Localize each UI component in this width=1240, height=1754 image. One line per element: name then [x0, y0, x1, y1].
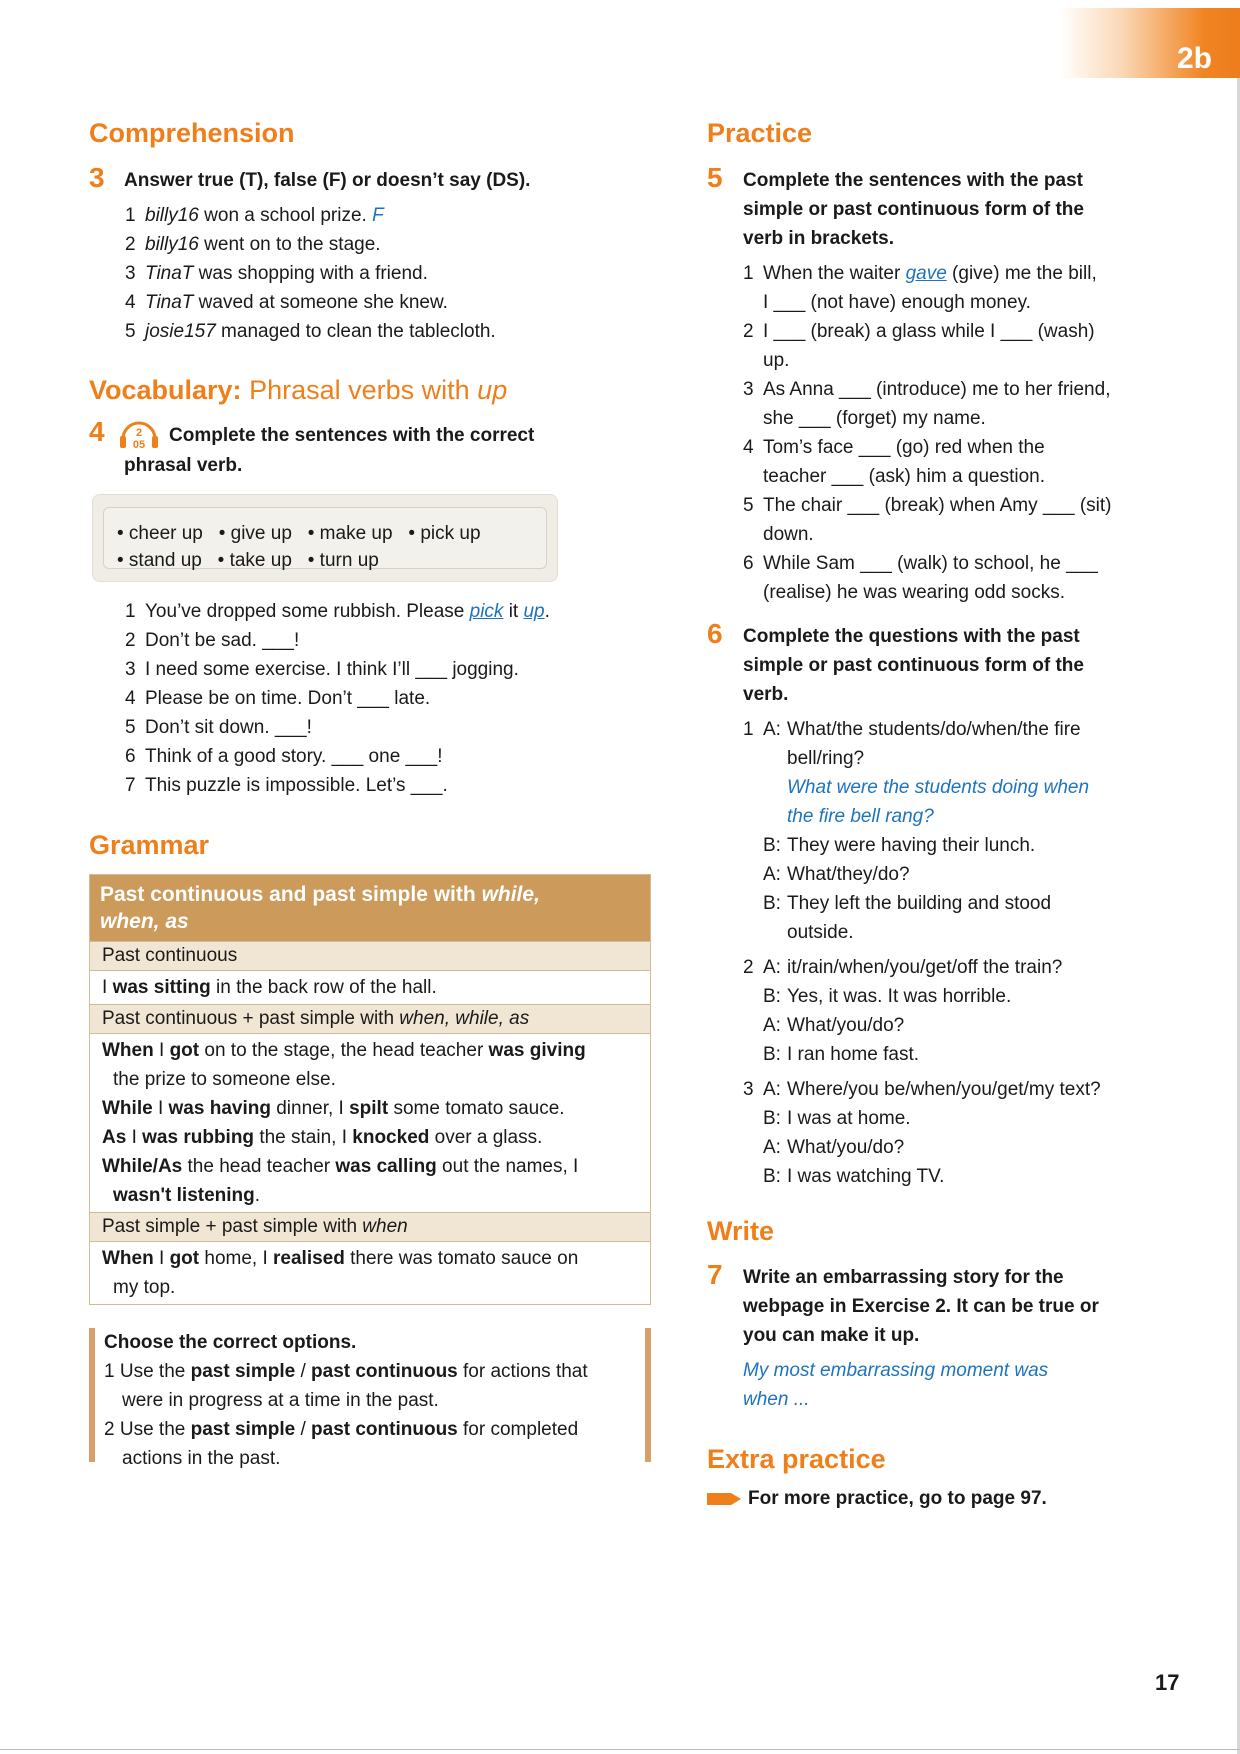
grammar-examples: When I got on to the stage, the head teacher was giving the prize to someone else. While I was having dinner, I spilt some tomato sauce. As I was rubbing the stain, I knocked over a glass. While/As the head teacher was calling out the names, I wasn't listening.: [102, 1040, 586, 1206]
exercise-6-line: A: What/they/do?: [763, 864, 910, 885]
grammar-table-title: Past continuous and past simple with while, when, as: [90, 875, 650, 941]
exercise-5-line: 2 I ___ (break) a glass while I ___ (wash): [743, 321, 1095, 342]
exercise-4-item: 2 Don’t be sad. ___!: [125, 630, 300, 651]
vocabulary-heading: Vocabulary: Phrasal verbs with up: [89, 375, 508, 405]
answer: gave: [905, 263, 947, 284]
exercise-7-instruction: Write an embarrassing story for the webpage in Exercise 2. It can be true or you can make it up.: [743, 1267, 1099, 1346]
audio-track-sub: 05: [132, 439, 146, 451]
exercise-7-example: My most embarrassing moment was when ...: [743, 1360, 1049, 1410]
exercise-3-item: 2 billy16 went on to the stage.: [125, 234, 381, 255]
grammar-subheading: Past simple + past simple with when: [90, 1212, 650, 1242]
extra-practice-heading: Extra practice: [707, 1444, 886, 1474]
unit-tab-label: 2b: [1176, 42, 1212, 75]
audio-track-icon[interactable]: [118, 415, 160, 451]
write-heading: Write: [707, 1216, 775, 1246]
grammar-heading: Grammar: [89, 830, 210, 860]
grammar-subheading: Past continuous: [90, 941, 650, 971]
exercise-5-line: 1 When the waiter gave (give) me the bill,: [743, 263, 1097, 284]
exercise-3-item: 4 TinaT waved at someone she knew.: [125, 292, 448, 313]
exercise-5-line: (realise) he was wearing odd socks.: [763, 582, 1066, 603]
word-box-row-2: • stand up • take up • turn up: [117, 550, 379, 571]
answer: F: [372, 205, 384, 226]
exercise-3-item: 1 billy16 won a school prize. F: [125, 205, 384, 226]
exercise-6-line: B: I was at home.: [763, 1108, 911, 1129]
exercise-6-line: B: I was watching TV.: [763, 1166, 945, 1187]
grammar-rule: 2 Use the past simple / past continuous for completed: [104, 1419, 579, 1440]
answer: What were the students doing when: [787, 777, 1090, 798]
grammar-rules-title: Choose the correct options.: [104, 1332, 357, 1353]
exercise-6-line: 1 A: What/the students/do/when/the fire: [743, 719, 1081, 740]
page-number: 17: [1155, 1670, 1180, 1695]
exercise-5-line: 5 The chair ___ (break) when Amy ___ (sit): [743, 495, 1112, 516]
grammar-example: I was sitting in the back row of the hall.: [102, 977, 437, 998]
exercise-3-instruction: Answer true (T), false (F) or doesn’t say (DS).: [124, 170, 531, 191]
exercise-6-line: bell/ring?: [787, 748, 865, 769]
word-box-row-1: • cheer up • give up • make up • pick up: [117, 523, 481, 544]
exercise-5-line: 4 Tom’s face ___ (go) red when the: [743, 437, 1045, 458]
answer: pick: [469, 601, 504, 622]
exercise-5-line: 6 While Sam ___ (walk) to school, he ___: [743, 553, 1098, 574]
exercise-6-line: B: They left the building and stood: [763, 893, 1052, 914]
exercise-4-item: 5 Don’t sit down. ___!: [125, 717, 312, 738]
exercise-4-number: 4: [89, 416, 105, 447]
grammar-rule-cont: were in progress at a time in the past.: [122, 1390, 439, 1411]
answer: up: [523, 601, 545, 622]
exercise-6-line: A: What/you/do?: [763, 1137, 905, 1158]
extra-practice-link[interactable]: For more practice, go to page 97.: [748, 1488, 1047, 1509]
exercise-6-line: outside.: [787, 922, 854, 943]
exercise-4-instruction-line2: phrasal verb.: [124, 455, 243, 476]
practice-heading: Practice: [707, 118, 813, 148]
grammar-rule-cont: actions in the past.: [122, 1448, 281, 1469]
page-bottom-rule: [0, 1749, 1240, 1750]
exercise-3-number: 3: [89, 162, 105, 193]
exercise-5-line: teacher ___ (ask) him a question.: [763, 466, 1045, 487]
exercise-5-line: she ___ (forget) my name.: [763, 408, 986, 429]
exercise-5-number: 5: [707, 162, 723, 193]
word-box: [92, 494, 558, 582]
exercise-6-line: A: What/you/do?: [763, 1015, 905, 1036]
grammar-table: [89, 874, 651, 1305]
exercise-5-instruction: Complete the sentences with the past simple or past continuous form of the verb in brackets.: [743, 170, 1084, 249]
exercise-3-item: 3 TinaT was shopping with a friend.: [125, 263, 428, 284]
exercise-6-instruction: Complete the questions with the past simple or past continuous form of the verb.: [743, 626, 1084, 705]
exercise-6-line: 2 A: it/rain/when/you/get/off the train?: [743, 957, 1063, 978]
exercise-5-line: up.: [763, 350, 790, 371]
unit-tab: [1060, 8, 1240, 78]
exercise-4-instruction-line1: Complete the sentences with the correct: [169, 425, 535, 446]
exercise-7-number: 7: [707, 1259, 723, 1290]
exercise-6-line: B: Yes, it was. It was horrible.: [763, 986, 1012, 1007]
exercise-5-line: 3 As Anna ___ (introduce) me to her friend,: [743, 379, 1111, 400]
exercise-3-item: 5 josie157 managed to clean the tablecloth.: [125, 321, 496, 342]
exercise-4-item: 1 You’ve dropped some rubbish. Please pick it up.: [125, 601, 550, 622]
arrow-right-icon: [707, 1490, 743, 1508]
exercise-5-line: I ___ (not have) enough money.: [763, 292, 1031, 313]
grammar-example: When I got home, I realised there was tomato sauce on my top.: [102, 1248, 579, 1298]
exercise-4-item: 3 I need some exercise. I think I’ll ___ jogging.: [125, 659, 519, 680]
exercise-6-line: B: They were having their lunch.: [763, 835, 1036, 856]
exercise-4-item: 7 This puzzle is impossible. Let’s ___.: [125, 775, 448, 796]
exercise-4-item: 6 Think of a good story. ___ one ___!: [125, 746, 443, 767]
exercise-6-line: [743, 773, 1089, 802]
comprehension-heading: Comprehension: [89, 118, 295, 148]
grammar-subheading: Past continuous + past simple with when, while, as: [90, 1004, 650, 1034]
exercise-6-number: 6: [707, 618, 723, 649]
exercise-6-line: [743, 802, 934, 831]
grammar-rule: 1 Use the past simple / past continuous for actions that: [104, 1361, 588, 1382]
exercise-5-line: down.: [763, 524, 814, 545]
grammar-rules-box: [89, 1328, 651, 1469]
exercise-4-item: 4 Please be on time. Don’t ___ late.: [125, 688, 431, 709]
exercise-6-line: 3 A: Where/you be/when/you/get/my text?: [743, 1079, 1101, 1100]
answer: the fire bell rang?: [787, 806, 934, 827]
exercise-6-line: B: I ran home fast.: [763, 1044, 920, 1065]
audio-track-number: 2: [135, 427, 143, 439]
